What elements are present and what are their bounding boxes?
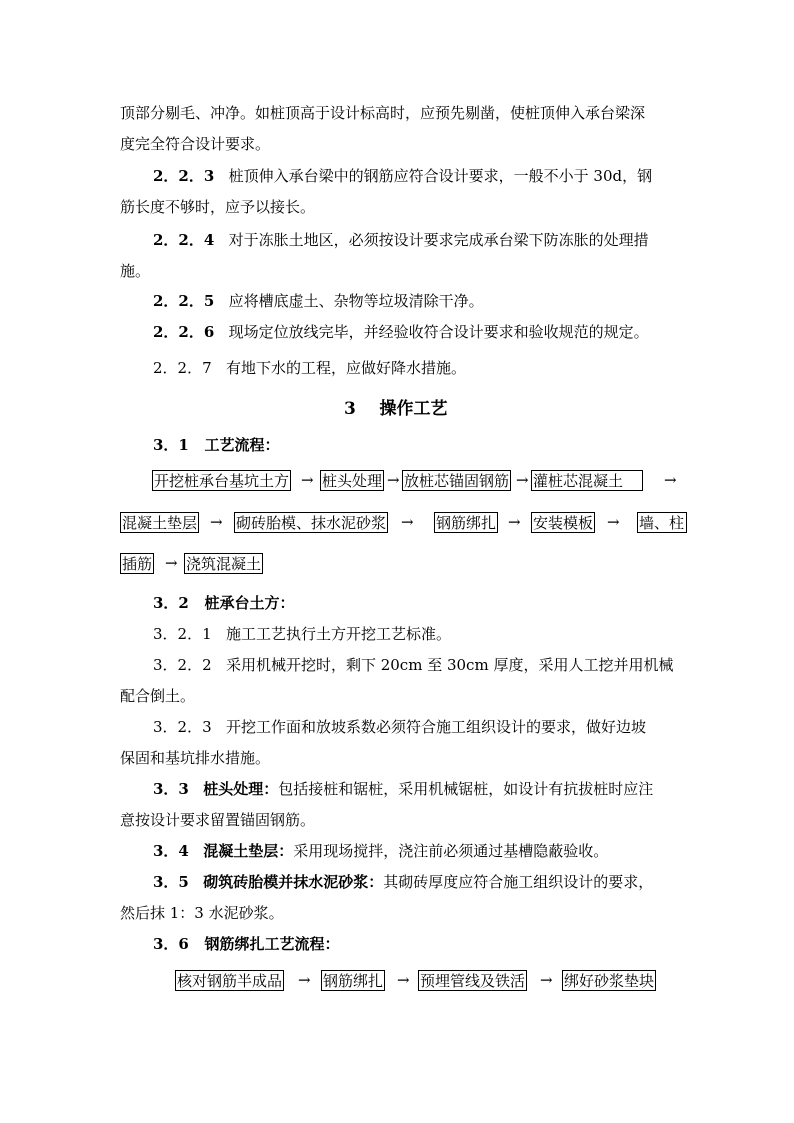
paragraph-line: 配合倒土。 — [120, 687, 196, 705]
paragraph-line: 施。 — [120, 262, 151, 280]
subsection-title: 桩承台土方： — [204, 594, 295, 612]
paragraph-line: 意按设计要求留置锚固钢筋。 — [120, 811, 316, 829]
subsection-text: 其砌砖厚度应符合施工组织设计的要求， — [383, 873, 654, 891]
subsection-number: 3．6 — [153, 935, 189, 953]
arrow-right-icon: → — [397, 971, 410, 989]
flow-step: 混凝土垫层 — [122, 514, 198, 532]
clause-text: 开挖工作面和放坡系数必须符合施工组织设计的要求，做好边坡 — [225, 718, 646, 736]
flow-step: 钢筋绑扎 — [323, 972, 384, 990]
arrow-right-icon: → — [298, 971, 311, 989]
flow-step: 安装模板 — [533, 514, 594, 532]
paragraph-line: 度完全符合设计要求。 — [120, 135, 271, 153]
clause-3-2-2 — [153, 654, 673, 676]
paragraph-line: 保固和基坑排水措施。 — [120, 749, 271, 767]
flow-step: 插筋 — [122, 555, 153, 573]
subsection-3-5 — [153, 871, 653, 893]
arrow-right-icon: → — [165, 554, 178, 572]
flow-step: 桩头处理 — [322, 472, 383, 490]
flow-step: 放桩芯锚固钢筋 — [404, 472, 510, 490]
flow-step: 绑好砂浆垫块 — [564, 972, 655, 990]
clause-number: 2．2．7 — [153, 359, 212, 377]
flow-step: 墙、柱 — [637, 512, 687, 533]
clause-2-2-5 — [153, 290, 484, 312]
subsection-number: 3．5 — [153, 873, 189, 891]
subsection-title: 砌筑砖胎模并抹水泥砂浆： — [203, 873, 384, 891]
subsection-title: 钢筋绑扎工艺流程： — [204, 935, 340, 953]
arrow-right-icon: → — [664, 471, 677, 489]
flow-step: 灌桩芯混凝土 — [531, 470, 643, 491]
subsection-3-4 — [153, 840, 608, 862]
subsection-3-2 — [153, 592, 295, 614]
arrow-right-icon: → — [387, 471, 400, 489]
clause-2-2-6 — [153, 321, 649, 343]
section-heading — [344, 398, 448, 420]
flow-step: 浇筑混凝土 — [186, 555, 262, 573]
clause-number: 2．2．4 — [153, 231, 215, 249]
subsection-number: 3．4 — [153, 842, 189, 860]
subsection-3-3 — [153, 778, 653, 800]
arrow-right-icon: → — [607, 513, 620, 531]
clause-3-2-3 — [153, 716, 646, 738]
arrow-right-icon: → — [210, 513, 223, 531]
subsection-3-6 — [153, 933, 340, 955]
paragraph-line: 然后抹 1：3 水泥砂浆。 — [120, 904, 284, 922]
clause-3-2-1 — [153, 623, 451, 645]
subsection-3-1 — [153, 434, 280, 456]
clause-text: 现场定位放线完毕，并经验收符合设计要求和验收规范的规定。 — [228, 323, 649, 341]
clause-text: 对于冻胀土地区，必须按设计要求完成承台梁下防冻胀的处理措 — [228, 231, 649, 249]
subsection-text: 采用现场搅拌，浇注前必须通过基槽隐蔽验收。 — [293, 842, 609, 860]
subsection-title: 混凝土垫层： — [203, 842, 294, 860]
clause-number: 3．2．1 — [153, 625, 212, 643]
clause-text: 有地下水的工程，应做好降水措施。 — [225, 359, 466, 377]
section-title: 操作工艺 — [379, 399, 448, 419]
clause-number: 2．2．6 — [153, 323, 215, 341]
flow-step: 预埋管线及铁活 — [420, 972, 526, 990]
flow-step: 核对钢筋半成品 — [177, 972, 283, 990]
arrow-right-icon: → — [540, 971, 553, 989]
clause-text: 施工工艺执行土方开挖工艺标准。 — [225, 625, 451, 643]
arrow-right-icon: → — [301, 471, 314, 489]
subsection-number: 3．3 — [153, 780, 189, 798]
arrow-right-icon: → — [401, 513, 414, 531]
clause-2-2-3 — [153, 165, 652, 187]
flow-step: 开挖桩承台基坑土方 — [154, 472, 290, 490]
clause-2-2-7 — [153, 357, 466, 379]
clause-2-2-4 — [153, 229, 649, 251]
section-number: 3 — [344, 399, 356, 419]
clause-text: 采用机械开挖时，剩下 20cm 至 30cm 厚度，采用人工挖并用机械 — [225, 656, 674, 674]
subsection-text: 包括接桩和锯桩，采用机械锯桩，如设计有抗拔桩时应注 — [278, 780, 654, 798]
subsection-number: 3．2 — [153, 594, 189, 612]
paragraph-line: 顶部分剔毛、冲净。如桩顶高于设计标高时，应预先剔凿，使桩顶伸入承台梁深 — [120, 104, 646, 122]
clause-text: 桩顶伸入承台梁中的钢筋应符合设计要求，一般不小于 30d，钢 — [228, 167, 653, 185]
subsection-title: 工艺流程： — [204, 436, 280, 454]
arrow-right-icon: → — [516, 471, 529, 489]
subsection-number: 3．1 — [153, 436, 189, 454]
arrow-right-icon: → — [508, 513, 521, 531]
clause-number: 3．2．3 — [153, 718, 212, 736]
subsection-title: 桩头处理： — [203, 780, 279, 798]
clause-number: 2．2．3 — [153, 167, 215, 185]
flow-step: 砌砖胎模、抹水泥砂浆 — [236, 514, 387, 532]
flow-step: 钢筋绑扎 — [436, 514, 497, 532]
clause-text: 应将槽底虚土、杂物等垃圾清除干净。 — [228, 292, 484, 310]
clause-number: 2．2．5 — [153, 292, 215, 310]
clause-number: 3．2．2 — [153, 656, 212, 674]
paragraph-line: 筋长度不够时，应予以接长。 — [120, 198, 316, 216]
